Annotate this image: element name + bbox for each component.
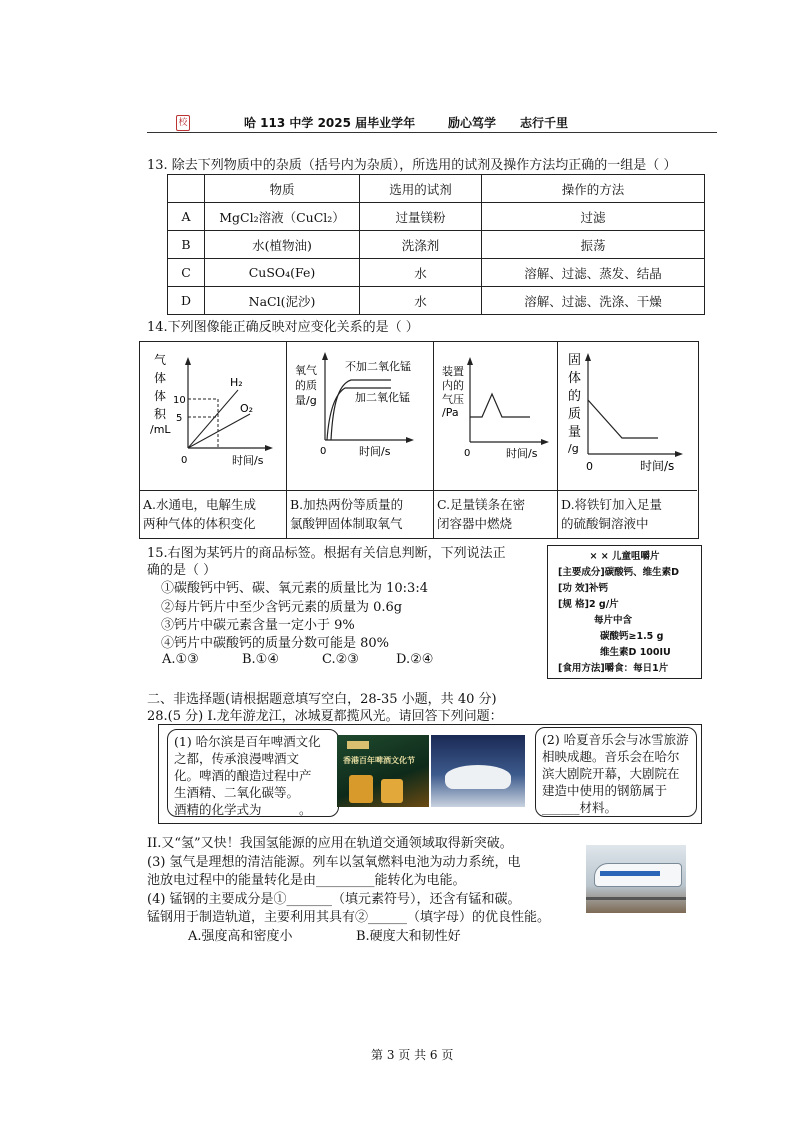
- pressure-line: [470, 394, 530, 417]
- q3-line-2: 池放电过程中的能量转化是由_________能转化为电能。: [147, 873, 466, 888]
- option-a: A.强度高和密度小: [188, 929, 293, 944]
- graph-c: [434, 342, 558, 538]
- series-label: O₂: [240, 402, 254, 415]
- q28-stem: 28.(5 分) Ⅰ.龙年游龙江，冰城夏都揽风光。请回答下列问题：: [147, 709, 503, 724]
- table-header-cell: 物质: [205, 175, 360, 203]
- axis-label: 量/g: [295, 394, 317, 407]
- graph-c-svg: [434, 342, 557, 490]
- school-logo: 校: [176, 115, 190, 131]
- y-axis-arrow: [585, 353, 591, 361]
- axis-label: 内的: [442, 379, 464, 392]
- axis-label: 体: [568, 371, 582, 386]
- axis-label: 装置: [442, 365, 464, 378]
- origin-label: 0: [320, 446, 327, 457]
- y-axis-arrow: [322, 352, 328, 360]
- choice-b: B.①④: [242, 652, 279, 667]
- bubble-beer: [167, 729, 339, 817]
- q4-line-1: (4) 锰钢的主要成分是①_______（填元素符号），还含有锰和碳。: [147, 892, 521, 907]
- rail-track: [586, 897, 686, 900]
- motto-1: 励心笃学: [448, 116, 497, 130]
- graph-d-caption: [558, 490, 697, 533]
- hydrogen-train-image: [586, 845, 686, 913]
- bubble-line: (1) 哈尔滨是百年啤酒文化: [174, 734, 321, 749]
- choice-c: C.②③: [322, 652, 359, 667]
- axis-label: 的: [568, 389, 582, 404]
- bubble-line: 滨大剧院开幕，大剧院在: [542, 766, 680, 781]
- table-header-cell: 选用的试剂: [360, 175, 482, 203]
- table-cell: C: [168, 259, 205, 287]
- q28-panel: [158, 724, 702, 824]
- axis-label: 体: [154, 389, 167, 403]
- graph-d: [558, 342, 697, 538]
- part2-ii: II.又“氢”又快！我国氢能源的应用在轨道交通领域取得新突破。: [147, 836, 513, 851]
- q15-option-3: ③钙片中碳元素含量一定小于 9%: [161, 618, 355, 633]
- series-label: 加二氧化锰: [355, 391, 410, 404]
- table-row: [168, 231, 705, 259]
- axis-label: 时间/s: [359, 445, 391, 458]
- caption-line: D.将铁钉加入足量: [561, 497, 663, 512]
- motto-2: 志行千里: [520, 116, 569, 130]
- table-row: [168, 259, 705, 287]
- axis-label: 积: [154, 407, 167, 421]
- grand-theater-image: [431, 735, 525, 807]
- page-header: [147, 110, 717, 133]
- beer-glass: [381, 779, 403, 803]
- label-line: [规 格]2 g/片: [558, 599, 619, 610]
- axis-label: 质: [568, 407, 582, 422]
- bubble-line: 之都，传承浪漫啤酒文: [174, 751, 300, 766]
- graph-a-caption: [140, 490, 286, 533]
- caption-line: C.足量镁条在密: [437, 497, 526, 512]
- bubble-line: 相映成趣。音乐会在哈尔: [542, 749, 680, 764]
- axis-label: 氧气: [295, 364, 317, 377]
- bubble-line: 酒精的化学式为______。: [174, 802, 312, 817]
- label-line: [主要成分]碳酸钙、维生素D: [558, 567, 680, 578]
- label-line: [功 效]补钙: [558, 583, 608, 594]
- q15-option-4: ④钙片中碳酸钙的质量分数可能是 80%: [161, 636, 390, 651]
- bubble-line: 生酒精、二氧化碳等。: [174, 785, 300, 800]
- page-number: 第 3 页 共 6 页: [371, 1048, 454, 1062]
- mass-line: [588, 400, 658, 438]
- table-cell: 振荡: [482, 231, 705, 259]
- bubble-line: 建造中使用的钢筋属于: [542, 783, 668, 798]
- q15-option-1: ①碳酸钙中钙、碳、氧元素的质量比为 10:3:4: [161, 581, 428, 596]
- y-axis-arrow: [467, 357, 473, 365]
- graph-a: [140, 342, 287, 538]
- q4-line-2: 锰钢用于制造轨道，主要利用其具有②______（填字母）的优良性能。: [147, 910, 551, 925]
- axis-label: 时间/s: [640, 459, 675, 473]
- product-label: [547, 545, 702, 679]
- train-stripe: [600, 871, 660, 876]
- school-title: 哈 113 中学 2025 届毕业学年: [244, 116, 416, 130]
- origin-label: 0: [464, 448, 471, 459]
- origin-label: 0: [181, 455, 188, 466]
- q14-graphs: [139, 341, 699, 539]
- q13-stem: 13. 除去下列物质中的杂质（括号内为杂质），所选用的试剂及操作方法均正确的一组是（ ）: [147, 158, 677, 173]
- table-cell: 过滤: [482, 203, 705, 231]
- y-axis-arrow: [185, 357, 191, 365]
- theater-building: [445, 765, 511, 789]
- label-line: 每片中含: [594, 615, 633, 626]
- choice-d: D.②④: [396, 652, 434, 667]
- q15-stem-2: 确的是（ ）: [147, 563, 217, 578]
- bubble-line: ______材料。: [542, 800, 618, 815]
- axis-label: 时间/s: [232, 454, 264, 467]
- bubble-line: (2) 哈夏音乐会与冰雪旅游: [542, 732, 689, 747]
- part2-title: 二、非选择题(请根据题意填写空白，28-35 小题，共 40 分): [147, 692, 497, 707]
- poster-title: 香港百年啤酒文化节: [343, 756, 415, 765]
- axis-label: 时间/s: [506, 447, 538, 460]
- x-axis-arrow: [675, 451, 683, 457]
- table-cell: B: [168, 231, 205, 259]
- table-cell: 溶解、过滤、蒸发、结晶: [482, 259, 705, 287]
- graph-b: [287, 342, 434, 538]
- table-row: [168, 287, 705, 315]
- table-cell: 洗涤剂: [360, 231, 482, 259]
- axis-label: 量: [568, 425, 582, 440]
- axis-label: 气: [154, 353, 167, 367]
- series-label: H₂: [230, 376, 243, 389]
- origin-label: 0: [586, 460, 593, 473]
- table-header-row: [168, 175, 705, 203]
- axis-label: /mL: [150, 423, 171, 436]
- x-axis-arrow: [541, 439, 549, 445]
- x-axis-arrow: [406, 437, 414, 443]
- label-line: 碳酸钙≥1.5 g: [600, 631, 664, 642]
- o2-line: [188, 414, 250, 448]
- choice-a: A.①③: [162, 652, 199, 667]
- q15-option-2: ②每片钙片中至少含钙元素的质量为 0.6g: [161, 600, 403, 615]
- caption-line: 的硫酸铜溶液中: [561, 516, 649, 531]
- label-line: 维生素D 100IU: [600, 647, 671, 658]
- axis-label: 气压: [442, 393, 464, 406]
- tick-label: 10: [173, 395, 186, 406]
- table-cell: MgCl₂溶液（CuCl₂）: [205, 203, 360, 231]
- table-cell: 水(植物油): [205, 231, 360, 259]
- option-b: B.硬度大和韧性好: [356, 929, 461, 944]
- graph-d-svg: [558, 342, 697, 490]
- table-cell: NaCl(泥沙): [205, 287, 360, 315]
- axis-label: 固: [568, 353, 582, 368]
- table-cell: CuSO₄(Fe): [205, 259, 360, 287]
- graph-c-caption: [434, 490, 557, 533]
- graph-b-caption: [287, 490, 433, 533]
- table-cell: A: [168, 203, 205, 231]
- caption-line: 两种气体的体积变化: [143, 516, 256, 531]
- caption-line: A.水通电，电解生成: [143, 497, 257, 512]
- beer-festival-image: [337, 735, 429, 807]
- caption-line: 闭容器中燃烧: [437, 516, 513, 531]
- label-title: × × 儿童咀嚼片: [589, 551, 660, 562]
- graph-a-svg: [140, 342, 286, 490]
- beer-glass: [349, 775, 373, 803]
- table-header-cell: [168, 175, 205, 203]
- table-header-cell: 操作的方法: [482, 175, 705, 203]
- caption-line: B.加热两份等质量的: [290, 497, 404, 512]
- poster-badge: [347, 741, 369, 749]
- axis-label: /Pa: [442, 406, 459, 419]
- x-axis-arrow: [265, 445, 273, 451]
- curve-no-mno2: [331, 380, 391, 440]
- table-cell: 溶解、过滤、洗涤、干燥: [482, 287, 705, 315]
- tick-label: 5: [176, 413, 183, 424]
- table-cell: 水: [360, 259, 482, 287]
- label-line: [食用方法]嚼食：每日1片: [558, 663, 669, 674]
- table-row: [168, 203, 705, 231]
- table-cell: 过量镁粉: [360, 203, 482, 231]
- axis-label: 的质: [295, 379, 317, 392]
- table-cell: D: [168, 287, 205, 315]
- graph-b-svg: [287, 342, 433, 490]
- q3-line-1: (3) 氢气是理想的清洁能源。列车以氢氧燃料电池为动力系统，电: [147, 855, 521, 870]
- q13-table: [167, 174, 705, 315]
- q15-stem-1: 15.右图为某钙片的商品标签。根据有关信息判断，下列说法正: [147, 546, 506, 561]
- bubble-line: 化。啤酒的酿造过程中产: [174, 768, 312, 783]
- axis-label: /g: [568, 442, 579, 455]
- series-label: 不加二氧化锰: [345, 360, 411, 373]
- q14-stem: 14.下列图像能正确反映对应变化关系的是（ ）: [147, 320, 419, 335]
- caption-line: 氯酸钾固体制取氧气: [290, 516, 403, 531]
- table-cell: 水: [360, 287, 482, 315]
- bubble-concert: [535, 727, 697, 817]
- axis-label: 体: [154, 371, 167, 385]
